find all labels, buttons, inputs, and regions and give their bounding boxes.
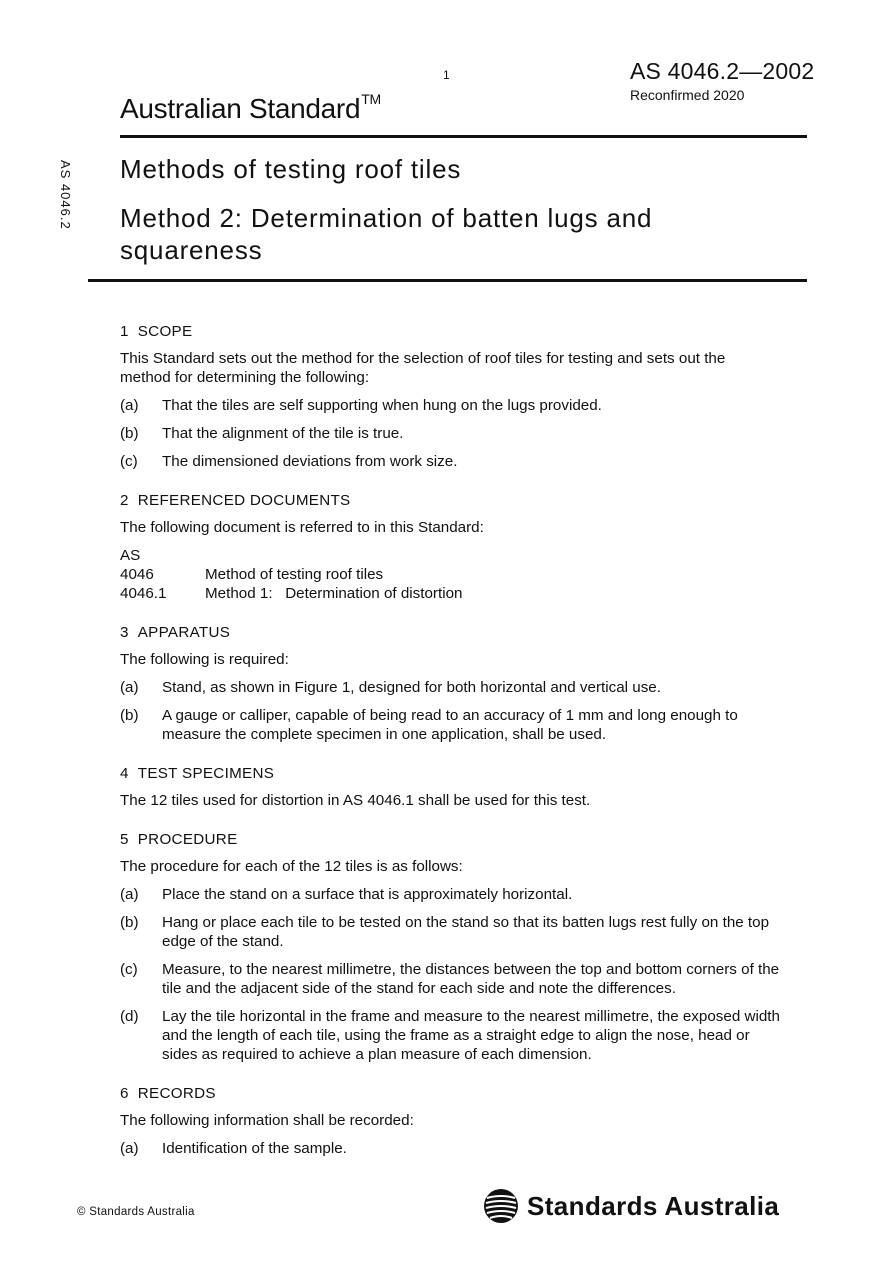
section-number: 3	[120, 624, 129, 641]
item-label: (a)	[120, 886, 139, 903]
item-label: (b)	[120, 914, 139, 931]
section-procedure	[120, 830, 780, 1064]
item-text: A gauge or calliper, capable of being read to an accuracy of 1 mm and long enough to measure the complete specimen in one application, shall be used.	[162, 707, 738, 743]
document-subtitle: Method 2: Determination of batten lugs and squareness	[120, 203, 653, 265]
section-title: SCOPE	[137, 323, 193, 340]
page-number: 1	[443, 68, 450, 82]
section-number: 1	[120, 323, 129, 340]
trademark-mark: TM	[361, 91, 381, 107]
list-item	[120, 452, 780, 471]
title-rule	[88, 279, 807, 282]
item-label: (a)	[120, 679, 139, 696]
section-intro: The following information shall be recorded:	[120, 1112, 414, 1129]
section-heading	[120, 491, 780, 510]
section-referenced-documents	[120, 491, 780, 603]
section-title: APPARATUS	[137, 624, 231, 641]
section-scope	[120, 322, 780, 471]
item-text: Identification of the sample.	[162, 1140, 347, 1157]
item-text: That the tiles are self supporting when hung on the lugs provided.	[162, 397, 602, 414]
list-item	[120, 913, 780, 951]
list-item	[120, 396, 780, 415]
reference-code: 4046.1	[120, 585, 167, 602]
section-intro: This Standard sets out the method for the selection of roof tiles for testing and sets out the method for determining the following:	[120, 350, 726, 386]
item-text: That the alignment of the tile is true.	[162, 425, 404, 442]
document-body	[120, 322, 780, 1167]
standards-australia-emblem-icon	[483, 1188, 519, 1224]
section-intro: The following is required:	[120, 651, 289, 668]
section-intro: The following document is referred to in this Standard:	[120, 519, 484, 536]
reconfirmed-note: Reconfirmed 2020	[630, 87, 745, 103]
section-title: RECORDS	[137, 1085, 216, 1102]
list-item	[120, 960, 780, 998]
copyright-notice: © Standards Australia	[77, 1206, 195, 1218]
logo-wordmark: Standards Australia	[527, 1190, 780, 1221]
item-label: (c)	[120, 961, 138, 978]
reference-row	[120, 584, 780, 603]
item-label: (a)	[120, 397, 139, 414]
item-text: Lay the tile horizontal in the frame and measure to the nearest millimetre, the exposed width and the length of each tile, using the frame as a straight edge to align the nose, head or sides as required to achieve a plan measure of each dimension.	[162, 1008, 780, 1063]
item-text: Place the stand on a surface that is approximately horizontal.	[162, 886, 573, 903]
section-number: 4	[120, 765, 129, 782]
series-name-text: Australian Standard	[120, 93, 361, 124]
section-title: REFERENCED DOCUMENTS	[137, 492, 351, 509]
item-label: (d)	[120, 1008, 139, 1025]
side-label: AS 4046.2	[58, 160, 73, 230]
section-heading	[120, 764, 780, 783]
section-number: 2	[120, 492, 129, 509]
section-test-specimens	[120, 764, 780, 810]
reference-code: 4046	[120, 566, 154, 583]
reference-title: Method 1: Determination of distortion	[205, 585, 463, 602]
item-text: Stand, as shown in Figure 1, designed for both horizontal and vertical use.	[162, 679, 661, 696]
section-heading	[120, 623, 780, 642]
section-records	[120, 1084, 780, 1158]
standards-australia-logo	[483, 1188, 779, 1224]
item-label: (c)	[120, 453, 138, 470]
section-number: 6	[120, 1085, 129, 1102]
item-text: The dimensioned deviations from work size.	[162, 453, 458, 470]
list-item	[120, 706, 780, 744]
section-heading	[120, 830, 780, 849]
list-item	[120, 885, 780, 904]
section-title: TEST SPECIMENS	[137, 765, 275, 782]
list-item	[120, 678, 780, 697]
list-item	[120, 424, 780, 443]
list-item	[120, 1007, 780, 1064]
item-label: (a)	[120, 1140, 139, 1157]
item-text: Hang or place each tile to be tested on the stand so that its batten lugs rest fully on the top edge of the stand.	[162, 914, 770, 950]
item-label: (b)	[120, 425, 139, 442]
item-text: Measure, to the nearest millimetre, the distances between the top and bottom corners of the tile and the adjacent side of the stand for each side and note the differences.	[162, 961, 780, 997]
header-rule	[120, 135, 807, 138]
reference-list	[120, 546, 780, 603]
series-name	[120, 91, 381, 125]
section-number: 5	[120, 831, 129, 848]
reference-row	[120, 565, 780, 584]
section-intro: The 12 tiles used for distortion in AS 4046.1 shall be used for this test.	[120, 792, 591, 809]
section-heading	[120, 322, 780, 341]
list-item	[120, 1139, 780, 1158]
reference-prefix: AS	[120, 547, 141, 564]
item-label: (b)	[120, 707, 139, 724]
section-title: PROCEDURE	[137, 831, 238, 848]
section-apparatus	[120, 623, 780, 744]
section-intro: The procedure for each of the 12 tiles is as follows:	[120, 858, 463, 875]
document-title: Methods of testing roof tiles	[120, 154, 462, 184]
section-heading	[120, 1084, 780, 1103]
standard-number: AS 4046.2—2002	[630, 58, 815, 84]
reference-title: Method of testing roof tiles	[205, 566, 384, 583]
